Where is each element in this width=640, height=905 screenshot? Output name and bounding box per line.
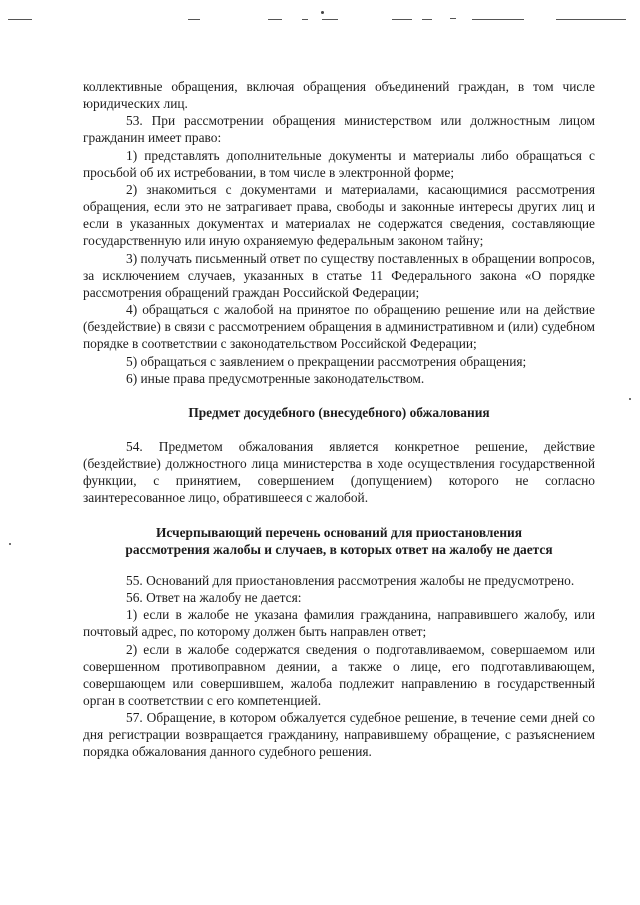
list-item-53-2: 2) знакомиться с документами и материалами, касающимися рассмотрения обращения, если это не затрагивает права, свободы и законные интересы других лиц и если в указанных документах и материалах не содержатся сведения, составляющие государственную или иную охраняемую федеральным законом тайну; <box>83 181 595 249</box>
list-item-56-2: 2) если в жалобе содержатся сведения о подготавливаемом, совершаемом или совершенном противоправном деянии, а также о лице, его подготавливающем, совершающем или совершившем, жалоба подлежит направлению в государственный орган в соответствии с его компетенцией. <box>83 641 595 708</box>
paragraph-53: 53. При рассмотрении обращения министерством или должностным лицом гражданин имеет право: <box>83 113 595 146</box>
section-heading-appeal-subject: Предмет досудебного (внесудебного) обжалования <box>188 404 490 420</box>
paragraph-55: 55. Оснований для приостановления рассмотрения жалобы не предусмотрено. <box>126 572 575 588</box>
list-item-53-3: 3) получать письменный ответ по существу поставленных в обращении вопросов, за исключением случаев, указанных в статье 11 Федерального закона «О порядке рассмотрения обращений граждан Российской Федерации; <box>83 250 595 300</box>
document-body <box>83 78 595 761</box>
section-heading-grounds-line-2: рассмотрения жалобы и случаев, в которых ответ на жалобу не дается <box>125 541 553 557</box>
list-item-53-4: 4) обращаться с жалобой на принятое по обращению решение или на действие (бездействие) в связи с рассмотрением обращения в административном и (или) судебном порядке в соответствии с законодательством Российской Федерации; <box>83 302 595 352</box>
paragraph-57: 57. Обращение, в котором обжалуется судебное решение, в течение семи дней со дня регистрации возвращается гражданину, направившему обращение, с разъяснением порядка обжалования данного судебного решения. <box>83 710 595 760</box>
paragraph-56: 56. Ответ на жалобу не дается: <box>126 590 302 606</box>
paragraph-54: 54. Предметом обжалования является конкретное решение, действие (бездействие) должностного лица министерства в ходе осуществления государственной функции, с принятием, совершением (допущением) которого не согласно заинтересованное лицо, обратившееся с жалобой. <box>83 438 595 506</box>
list-item-56-1: 1) если в жалобе не указана фамилия гражданина, направившего жалобу, или почтовый адрес, по которому должен быть направлен ответ; <box>83 607 595 640</box>
list-item-53-1: 1) представлять дополнительные документы и материалы либо обращаться с просьбой об их истребовании, в том числе в электронной форме; <box>83 147 595 180</box>
section-heading-grounds-line-1: Исчерпывающий перечень оснований для приостановления <box>155 524 523 540</box>
paragraph-continuation: коллективные обращения, включая обращения объединений граждан, в том числе юридических лиц. <box>83 79 595 112</box>
list-item-53-6: 6) иные права предусмотренные законодательством. <box>126 370 425 386</box>
list-item-53-5: 5) обращаться с заявлением о прекращении рассмотрения обращения; <box>126 353 527 369</box>
